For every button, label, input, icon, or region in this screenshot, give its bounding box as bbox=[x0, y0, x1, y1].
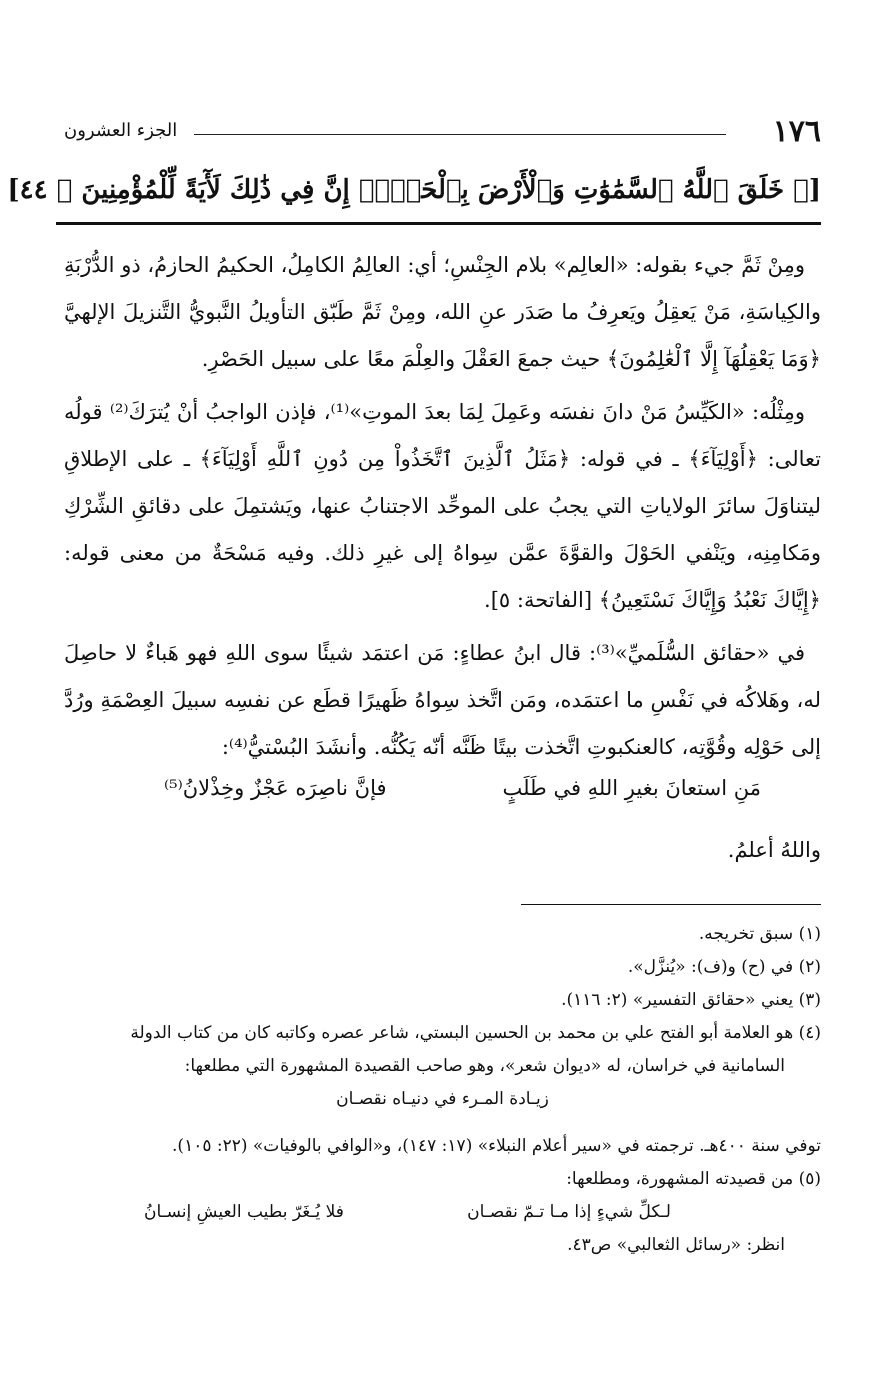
footnote-4: (٤) هو العلامة أبو الفتح علي بن محمد بن الحسين البستي، شاعر عصره وكاتبه كان من كتاب الدولة bbox=[130, 1023, 821, 1043]
page-number: ١٧٦ bbox=[772, 114, 821, 149]
footnote-5-verse bbox=[64, 1196, 821, 1229]
footnote-5-reference: انظر: «رسائل الثعالبي» ص٤٣. bbox=[567, 1235, 785, 1255]
paragraph: ومِثْلُه: «الكَيِّسُ مَنْ دانَ نفسَه وعَمِلَ لِمَا بعدَ الموتِ»⁽¹⁾، فإذن الواجبُ أنْ يُترَكَ⁽²⁾ قولُه تعالى: ﴿أَوْلِيَآءَ﴾ ـ في قوله: ﴿مَثَلُ ٱلَّذِينَ ٱتَّخَذُواْ مِن دُونِ ٱللَّهِ أَوْلِيَآءَ﴾ ـ على الإطلاقِ ليتناوَلَ سائرَ الولاياتِ التي يجبُ على الموحِّد الاجتنابُ عنها، ويَشتمِلَ على دقائقِ الشِّرْكِ ومَكامِنِه، ويَنْفي الحَوْلَ والقوَّةَ عمَّن سِواهُ إلى غيرِ ذلك. وفيه مَسْحَةٌ من معنى قوله: ﴿إِيَّاكَ نَعْبُدُ وَإِيَّاكَ نَسْتَعِينُ﴾ [الفاتحة: ٥]. bbox=[64, 400, 821, 612]
running-title: الجزء العشرون bbox=[64, 120, 178, 141]
poem-verse bbox=[124, 776, 761, 816]
main-text bbox=[64, 242, 821, 771]
header-rule bbox=[194, 134, 726, 135]
quranic-verse-header: [﴿ خَلَقَ ٱللَّهُ ٱلسَّمَٰوَٰتِ وَٱلْأَرْضَ بِٱلْحَقِّۚ إِنَّ فِي ذَٰلِكَ لَأٓيَةً لِّلْمُؤْمِنِينَ ﴾ ٤٤] bbox=[7, 175, 821, 205]
paragraph: في «حقائق السُّلَميِّ»⁽³⁾: قال ابنُ عطاءٍ: مَن اعتمَد شيئًا سوى اللهِ فهو هَباءٌ لا حاصِلَ له، وهَلاكُه في نَفْسِ ما اعتمَده، ومَن اتَّخذ سِواهُ ظَهيرًا قطَع عن نفسِه سبيلَ العِصْمَةِ ورُدَّ إلى حَوْلِه وقُوَّتِه، كالعنكبوتِ اتَّخذت بيتًا ظَنَّه أنّه يَكُنُّه. وأنشَدَ البُسْتيُّ⁽⁴⁾: bbox=[64, 641, 821, 759]
footnote-5-first-hemistich: لـكلِّ شيءٍ إذا مـا تـمّ نقصـان bbox=[467, 1202, 671, 1222]
paragraph: ومِنْ ثَمَّ جيء بقوله: «العالِم» بلام الجِنْسِ؛ أي: العالِمُ الكامِلُ، الحكيمُ الحازمُ، ذو الدُّرْبَةِ والكِياسَةِ، مَنْ يَعقِلُ ويَعرِفُ ما صَدَر عنِ الله، ومِنْ ثَمَّ طَبّق التأويلُ النَّبويُّ التَّنزيلَ الإلهيَّ ﴿وَمَا يَعْقِلُهَآ إِلَّا ٱلْعَٰلِمُونَ﴾ حيث جمعَ العَقْلَ والعِلْمَ معًا على سبيل الحَصْرِ. bbox=[64, 253, 821, 371]
footnote-5-second-hemistich: فلا يُـغَرّ بطيب العيشِ إنسـانُ bbox=[144, 1202, 344, 1222]
verse-header-rule bbox=[56, 222, 821, 225]
footnote-5: (٥) من قصيدته المشهورة، ومطلعها: bbox=[566, 1169, 821, 1189]
footnote-3: (٣) يعني «حقائق التفسير» (٢: ١١٦). bbox=[561, 990, 821, 1010]
footnote-4-verse: زيـادة المـرء في دنيـاه نقصـان bbox=[336, 1089, 549, 1109]
poem-second-hemistich: فإنَّ ناصِرَه عَجْزٌ وخِذْلانُ⁽⁵⁾ bbox=[164, 776, 387, 800]
footnote-separator bbox=[521, 904, 821, 905]
book-page bbox=[7, 0, 821, 1393]
page-header bbox=[64, 110, 821, 150]
closing-phrase: واللهُ أعلمُ. bbox=[727, 838, 821, 862]
poem-first-hemistich: مَنِ استعانَ بغيرِ اللهِ في طَلَبٍ bbox=[502, 776, 761, 800]
footnotes bbox=[64, 918, 821, 1262]
footnote-4-continued: السامانية في خراسان، له «ديوان شعر»، وهو صاحب القصيدة المشهورة التي مطلعها: bbox=[184, 1056, 785, 1076]
footnote-2: (٢) في (ح) و(ف): «يُنزَّل». bbox=[627, 957, 821, 977]
footnote-4-death: توفي سنة ٤٠٠هـ. ترجمته في «سير أعلام النبلاء» (١٧: ١٤٧)، و«الوافي بالوفيات» (٢٢: ١٠٥). bbox=[172, 1136, 821, 1156]
footnote-1: (١) سبق تخريجه. bbox=[698, 924, 821, 944]
